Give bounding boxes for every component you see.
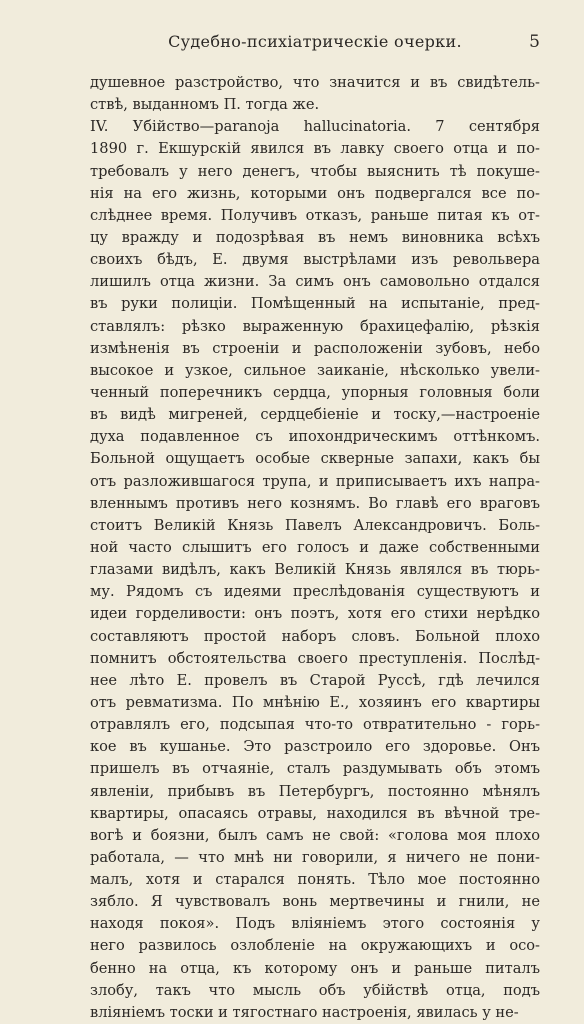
text-line: измѣненія въ строеніи и расположеніи зубовъ, небо (90, 339, 540, 357)
text-line: ставлялъ: рѣзко выраженную брахицефалію, рѣзкія (90, 317, 540, 335)
text-line: лишилъ отца жизни. За симъ онъ самовольно отдался (90, 273, 540, 291)
text-line: ствѣ, выданномъ П. тогда же. (90, 96, 320, 114)
text-line: составляютъ простой наборъ словъ. Больной плохо (90, 627, 540, 645)
text-line: него развилось озлобленіе на окружающихъ и осо- (90, 937, 540, 955)
text-line: нія на его жизнь, которыми онъ подвергался все по- (90, 184, 540, 202)
text-line: глазами видѣлъ, какъ Великій Князь являлся въ тюрь- (90, 561, 540, 579)
running-title: Судебно-психіатрическіе очерки. (168, 32, 462, 51)
text-line: помнитъ обстоятельства своего преступленія. Послѣд- (90, 649, 540, 667)
text-line: ной часто слышитъ его голосъ и даже собственными (90, 538, 540, 556)
text-line: отъ ревматизма. По мнѣнію Е., хозяинъ его квартиры (90, 693, 540, 711)
text-line: слѣднее время. Получивъ отказъ, раньше питая къ от- (90, 206, 540, 224)
text-line: своихъ бѣдъ, Е. двумя выстрѣлами изъ револьвера (90, 251, 540, 269)
text-line: вогѣ и боязни, былъ самъ не свой: «голова моя плохо (90, 826, 540, 844)
text-line: пришелъ въ отчаяніе, сталъ раздумывать объ этомъ (90, 760, 540, 778)
text-line: душевное разстройство, что значится и въ свидѣтель- (90, 74, 540, 91)
text-line: зябло. Я чувствовалъ вонь мертвечины и гнили, не (90, 893, 540, 911)
text-line: IV. Убійство—paranoja hallucinatoria. 7 сентября (90, 118, 540, 136)
page-number: 5 (529, 32, 540, 52)
text-line: малъ, хотя и старался понять. Тѣло мое постоянно (90, 871, 540, 889)
text-line: отравлялъ его, подсыпая что-то отвратительно - горь- (90, 716, 540, 734)
text-line: кое въ кушанье. Это разстроило его здоровье. Онъ (90, 738, 540, 756)
text-line: работала, — что мнѣ ни говорили, я ничего не пони- (90, 848, 540, 866)
text-line: бенно на отца, къ которому онъ и раньше питалъ (90, 959, 540, 977)
text-line: находя покоя». Подъ вліяніемъ этого состоянія у (90, 915, 540, 933)
text-line: въ руки полиціи. Помѣщенный на испытаніе, пред- (90, 295, 540, 313)
text-line: духа подавленное съ ипохондрическимъ оттѣнкомъ. (90, 428, 540, 446)
text-line: 1890 г. Екшурскій явился въ лавку своего отца и по- (90, 140, 540, 158)
text-line: въ видѣ мигреней, сердцебіеніе и тоску,—настроеніе (90, 406, 540, 424)
text-line: квартиры, опасаясь отравы, находился въ вѣчной тре- (90, 804, 540, 822)
text-line: явленіи, прибывъ въ Петербургъ, постоянно мѣнялъ (90, 782, 540, 800)
text-line: цу вражду и подозрѣвая въ немъ виновника всѣхъ (90, 228, 540, 246)
text-line: вленнымъ противъ него кознямъ. Во главѣ его враговъ (90, 494, 540, 512)
running-head (90, 32, 540, 58)
text-line: злобу, такъ что мысль объ убійствѣ отца, подъ (90, 981, 540, 999)
text-line: му. Рядомъ съ идеями преслѣдованія существуютъ и (90, 583, 540, 601)
text-line: требовалъ у него денегъ, чтобы выяснить тѣ покуше- (90, 162, 540, 180)
text-line: нее лѣто Е. провелъ въ Старой Руссѣ, гдѣ лечился (90, 671, 540, 689)
text-line: Больной ощущаетъ особые скверные запахи, какъ бы (90, 450, 540, 468)
text-line: высокое и узкое, сильное заиканіе, нѣсколько увели- (90, 361, 540, 379)
text-line: стоитъ Великій Князь Павелъ Александровичъ. Боль- (90, 516, 540, 534)
text-line: отъ разложившагося трупа, и приписываетъ ихъ напра- (90, 472, 540, 490)
text-line: ченный поперечникъ сердца, упорныя головныя боли (90, 383, 540, 401)
text-line: идеи горделивости: онъ поэтъ, хотя его стихи нерѣдко (90, 605, 540, 623)
text-line: вліяніемъ тоски и тягостнаго настроенія, явилась у не- (90, 1003, 519, 1021)
body-text (90, 72, 540, 1024)
